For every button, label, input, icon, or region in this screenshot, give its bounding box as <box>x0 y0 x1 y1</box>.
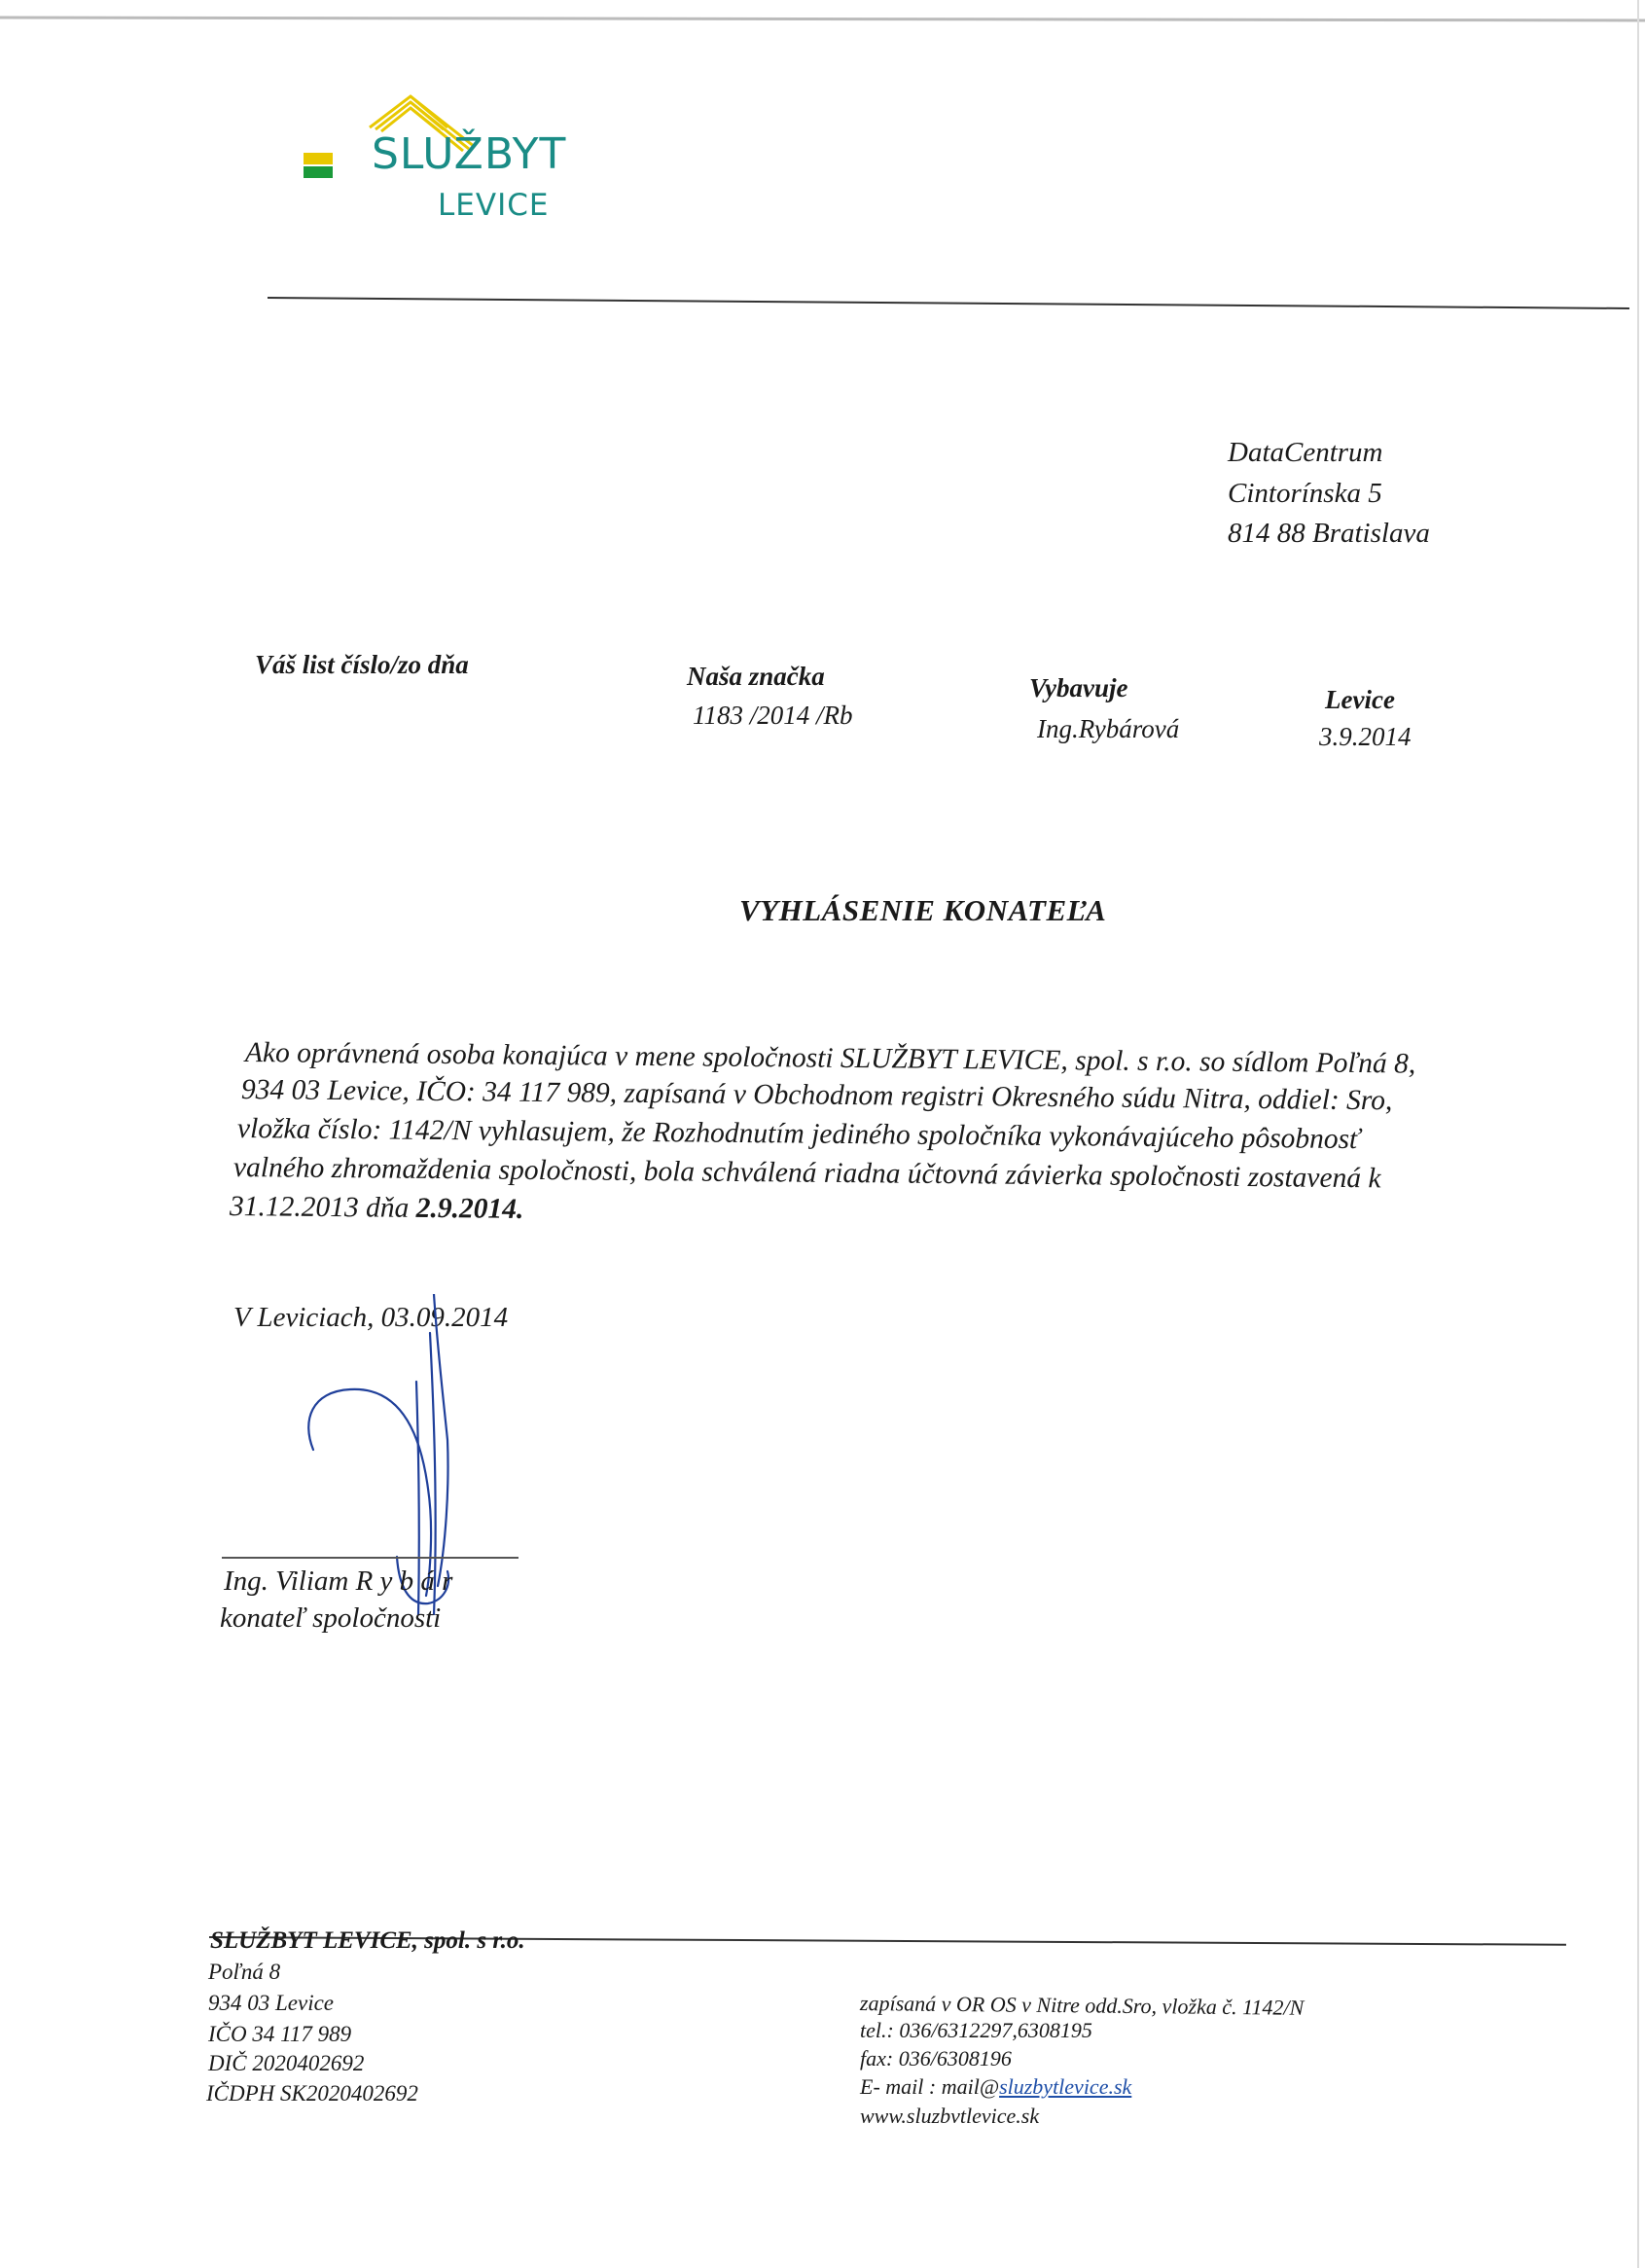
body-line: 934 03 Levice, IČO: 34 117 989, zapísaná v Obchodnom registri Okresného súdu Nitra, oddiel: Sro, <box>240 1074 1393 1117</box>
approval-date: 2.9.2014. <box>415 1192 524 1225</box>
body-text: 31.12.2013 dňa <box>229 1191 416 1224</box>
signer-role: konateľ spoločnosti <box>220 1602 442 1634</box>
footer-company: SLUŽBYT LEVICE, spol. s r.o. <box>210 1927 525 1954</box>
signature-line <box>222 1557 519 1559</box>
recipient-line: 814 88 Bratislava <box>1228 518 1430 549</box>
logo-name: SLUŽBYT <box>372 129 567 179</box>
footer-ico: IČO 34 117 989 <box>208 2022 352 2046</box>
document-title: VYHLÁSENIE KONATEĽA <box>739 893 1107 927</box>
place-label: Levice <box>1325 685 1395 714</box>
footer-street: Poľná 8 <box>208 1960 281 1984</box>
recipient-line: Cintorínska 5 <box>1228 478 1382 509</box>
footer-fax: fax: 036/6308196 <box>860 2046 1012 2070</box>
handled-by-value: Ing.Rybárová <box>1037 714 1180 743</box>
footer-dic: DIČ 2020402692 <box>208 2051 365 2075</box>
recipient-line: DataCentrum <box>1228 437 1383 468</box>
scan-edge <box>1637 0 1639 2268</box>
footer-tel: tel.: 036/6312297,6308195 <box>860 2018 1092 2042</box>
body-line: valného zhromaždenia spoločnosti, bola schválená riadna účtovná závierka spoločnosti zostavená k <box>232 1152 1381 1195</box>
date-value: 3.9.2014 <box>1319 722 1412 751</box>
body-line: vložka číslo: 1142/N vyhlasujem, že Rozhodnutím jediného spoločníka vykonávajúceho pôsobnosť <box>236 1113 1361 1156</box>
footer-email <box>860 2072 1131 2102</box>
footer-icdph: IČDPH SK2020402692 <box>206 2081 418 2106</box>
email-link[interactable]: sluzbytlevice.sk <box>999 2074 1132 2099</box>
your-letter-label: Váš list číslo/zo dňa <box>255 650 469 679</box>
logo-city: LEVICE <box>438 188 550 223</box>
footer-web[interactable]: www.sluzbvtlevice.sk <box>860 2104 1040 2128</box>
email-prefix: E- mail : mail@ <box>860 2074 1000 2099</box>
scan-edge <box>0 17 1645 22</box>
place-date: V Leviciach, 03.09.2014 <box>233 1302 509 1333</box>
body-line-last <box>230 1187 524 1229</box>
signer-name: Ing. Viliam R y b á r <box>224 1566 453 1597</box>
footer-registry: zapísaná v OR OS v Nitre odd.Sro, vložka č. 1142/N <box>859 1991 1305 2020</box>
company-logo <box>302 92 593 238</box>
header-rule <box>268 297 1629 309</box>
our-ref-value: 1183 /2014 /Rb <box>693 701 853 730</box>
body-line: Ako oprávnená osoba konajúca v mene spoločnosti SLUŽBYT LEVICE, spol. s r.o. so sídlom Poľná 8, <box>244 1037 1416 1080</box>
handled-by-label: Vybavuje <box>1029 673 1128 702</box>
footer-city: 934 03 Levice <box>208 1991 335 2015</box>
our-ref-label: Naša značka <box>687 662 825 691</box>
